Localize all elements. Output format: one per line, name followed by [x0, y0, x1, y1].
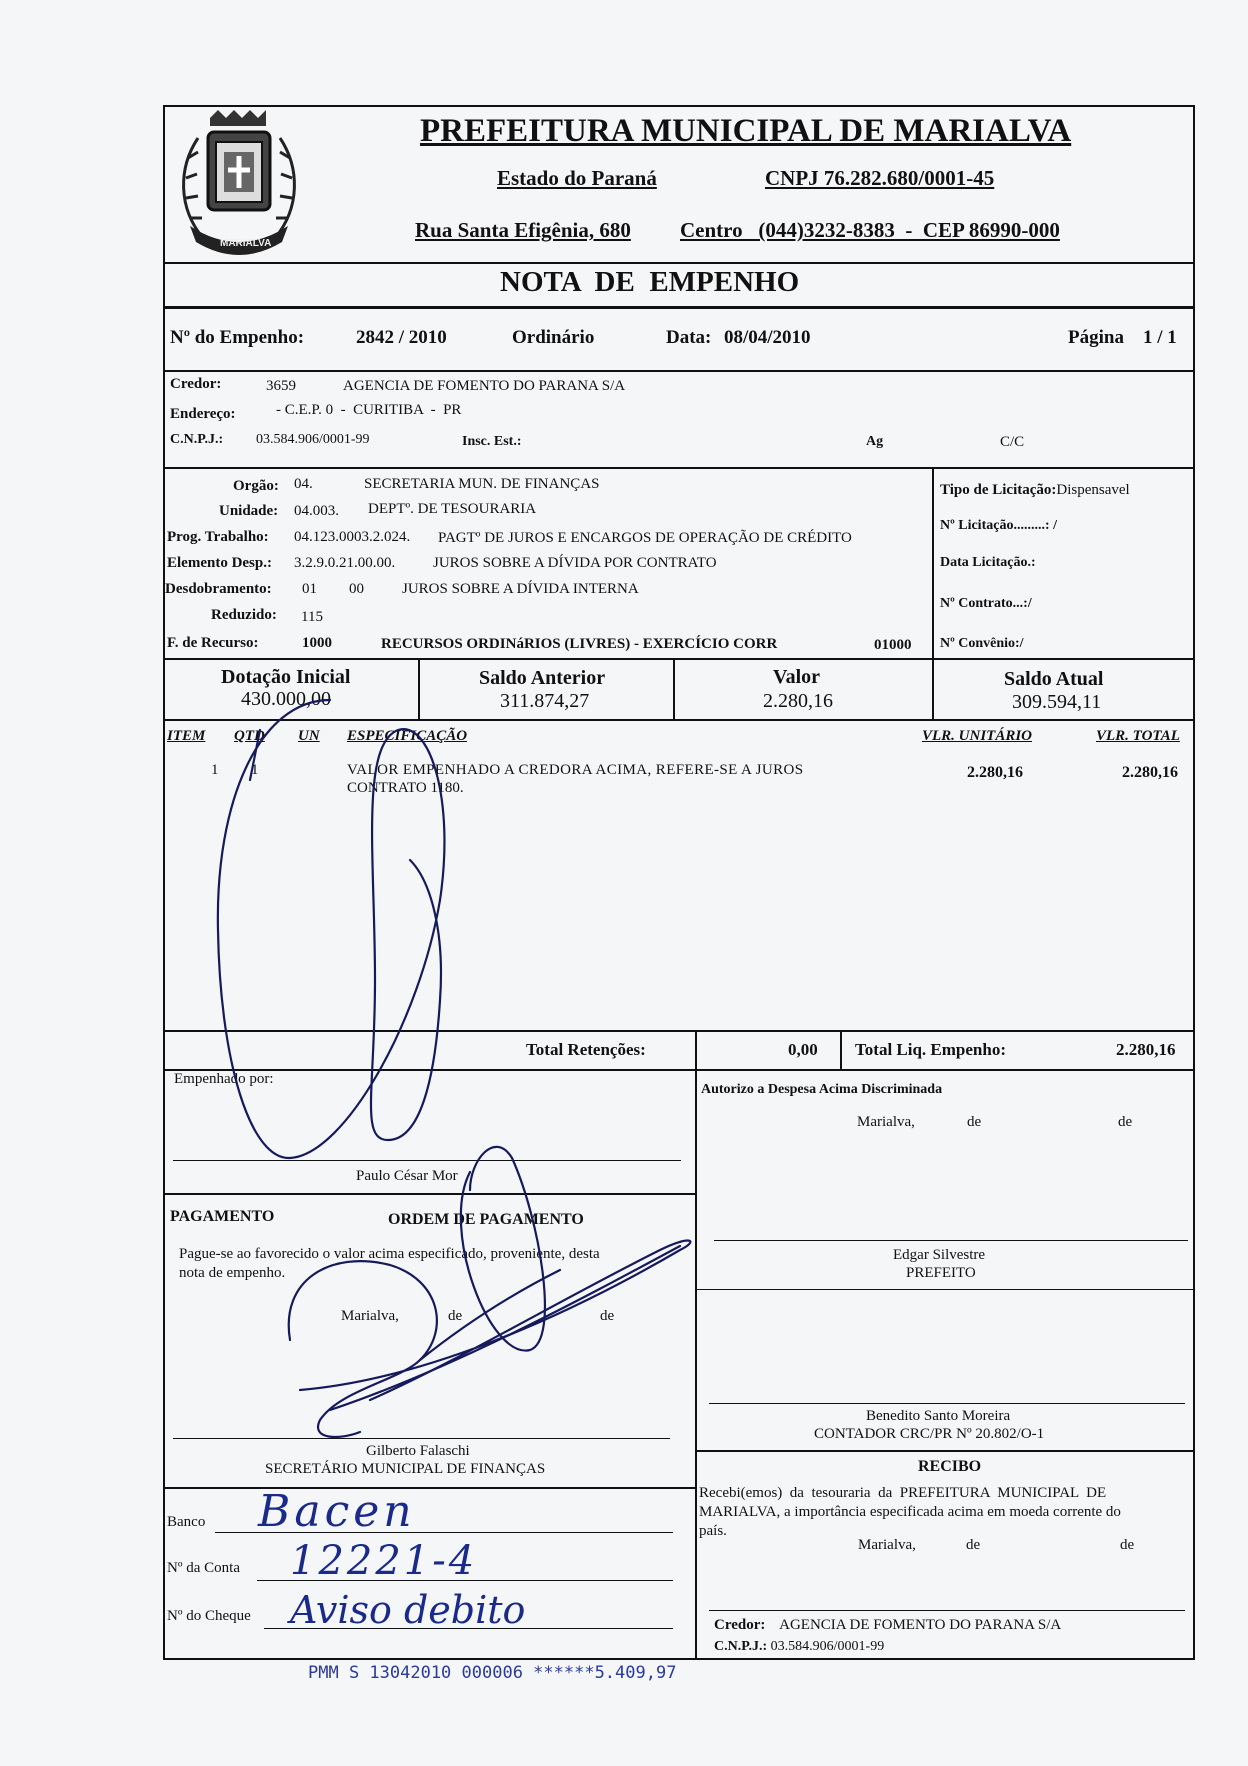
col-item-header: ITEM: [167, 728, 206, 744]
agencia-label: Ag: [866, 434, 884, 449]
empenho-type: Ordinário: [512, 327, 595, 348]
empenho-number: 2842 / 2010: [356, 327, 447, 348]
credor-cnpj: 03.584.906/0001-99: [256, 432, 370, 447]
desdobramento-a: 01: [302, 581, 317, 597]
recibo-text-1: Recebi(emos) da tesouraria da PREFEITURA MUNICIPAL DE: [699, 1485, 1107, 1501]
total-liq-label: Total Liq. Empenho:: [855, 1040, 1006, 1059]
unidade-name: DEPTº. DE TESOURARIA: [368, 501, 537, 517]
recurso-label: F. de Recurso:: [167, 635, 259, 651]
cheque-label: Nº do Cheque: [167, 1608, 251, 1624]
row-total: 2.280,16: [1122, 764, 1178, 781]
numero-convenio: Nº Convênio:/: [940, 636, 1024, 651]
unidade-code: 04.003.: [294, 503, 339, 519]
prefeito-title: PREFEITO: [906, 1265, 976, 1281]
orgao-name: SECRETARIA MUN. DE FINANÇAS: [364, 476, 600, 492]
recibo-label: RECIBO: [918, 1458, 982, 1475]
autorizo-label: Autorizo a Despesa Acima Discriminada: [701, 1082, 943, 1097]
page-number: 1 / 1: [1143, 327, 1177, 348]
recurso-code: 1000: [302, 635, 332, 651]
row-unit-price: 2.280,16: [967, 764, 1023, 781]
prog-trabalho-code: 04.123.0003.2.024.: [294, 529, 411, 545]
secretario-name: Gilberto Falaschi: [366, 1443, 470, 1459]
numero-contrato: Nº Contrato...:/: [940, 596, 1032, 611]
orgao-code: 04.: [294, 476, 313, 492]
banco-handwritten: Bacen: [258, 1486, 416, 1537]
conta-corrente-label: C/C: [1000, 434, 1025, 450]
tipo-licitacao-value: Dispensavel: [1056, 482, 1130, 498]
pagamento-text-1: Pague-se ao favorecido o valor acima especificado, proveniente, desta: [179, 1246, 600, 1262]
recibo-de-1: de: [966, 1537, 981, 1553]
total-liq-value: 2.280,16: [1116, 1040, 1176, 1059]
pagamento-label: PAGAMENTO: [170, 1208, 275, 1225]
recibo-text-3: país.: [699, 1523, 727, 1539]
recurso-name: RECURSOS ORDINáRIOS (LIVRES) - EXERCÍCIO CORR: [381, 636, 778, 652]
numero-licitacao: Nº Licitação.........: /: [940, 518, 1057, 533]
col-total-header: VLR. TOTAL: [1096, 728, 1180, 744]
col-qtd-header: QTD: [234, 728, 265, 744]
page-label: Página: [1068, 327, 1124, 348]
banco-label: Banco: [167, 1514, 206, 1530]
desdobramento-b: 00: [349, 581, 364, 597]
desdobramento-name: JUROS SOBRE A DÍVIDA INTERNA: [402, 581, 639, 597]
recibo-cnpj-label: C.N.P.J.:: [714, 1639, 768, 1654]
row-item: 1: [211, 762, 219, 778]
saldo-atual-value: 309.594,11: [1012, 691, 1102, 713]
empenhado-por-label: Empenhado por:: [174, 1071, 274, 1087]
total-retencoes-label: Total Retenções:: [526, 1040, 646, 1059]
row-spec-line-1: VALOR EMPENHADO A CREDORA ACIMA, REFERE-SE A JUROS: [347, 762, 804, 778]
prefeito-name: Edgar Silvestre: [893, 1247, 986, 1263]
empenhado-por-name: Paulo César Mor: [356, 1168, 458, 1184]
autorizo-place: Marialva,: [857, 1114, 915, 1130]
autorizo-de-1: de: [967, 1114, 982, 1130]
credor-label: Credor:: [170, 376, 222, 392]
ordem-pagamento-label: ORDEM DE PAGAMENTO: [388, 1211, 584, 1228]
dotacao-inicial-label: Dotação Inicial: [221, 666, 351, 688]
contador-name: Benedito Santo Moreira: [866, 1408, 1011, 1424]
row-spec-line-2: CONTRATO 1180.: [347, 780, 464, 796]
conta-label: Nº da Conta: [167, 1560, 240, 1576]
dotacao-inicial-value: 430.000,00: [241, 688, 331, 710]
empenho-date: 08/04/2010: [724, 327, 811, 348]
district-phone-cep: Centro (044)3232-8383 - CEP 86990-000: [680, 218, 1060, 242]
pagamento-de-2: de: [600, 1308, 615, 1324]
recibo-place: Marialva,: [858, 1537, 916, 1553]
unidade-label: Unidade:: [219, 503, 279, 519]
prog-trabalho-label: Prog. Trabalho:: [167, 529, 269, 545]
contador-title: CONTADOR CRC/PR Nº 20.802/O-1: [814, 1426, 1045, 1442]
seal-ribbon-text: MARIALVA: [220, 238, 272, 249]
cnpj-header: CNPJ 76.282.680/0001-45: [765, 166, 995, 190]
municipal-seal: [168, 108, 310, 258]
recibo-cnpj: [714, 1639, 884, 1655]
cheque-handwritten: Aviso debito: [290, 1588, 526, 1632]
pagamento-place: Marialva,: [341, 1308, 399, 1324]
saldo-anterior-label: Saldo Anterior: [479, 667, 606, 689]
autorizo-de-2: de: [1118, 1114, 1133, 1130]
credor-code: 3659: [266, 378, 296, 394]
endereco-label: Endereço:: [170, 406, 236, 422]
valor-value: 2.280,16: [763, 690, 833, 712]
desdobramento-label: Desdobramento:: [165, 581, 272, 597]
footer-machine-stamp: PMM S 13042010 000006 ******5.409,97: [308, 1663, 677, 1683]
prog-trabalho-name: PAGTº DE JUROS E ENCARGOS DE OPERAÇÃO DE CRÉDITO: [438, 530, 852, 546]
reduzido-label: Reduzido:: [211, 607, 277, 623]
city-hall-title: PREFEITURA MUNICIPAL DE MARIALVA: [420, 113, 1072, 149]
pagamento-de-1: de: [448, 1308, 463, 1324]
elemento-desp-name: JUROS SOBRE A DÍVIDA POR CONTRATO: [433, 555, 717, 571]
tipo-licitacao-label: Tipo de Licitação:: [940, 482, 1057, 498]
total-retencoes-value: 0,00: [788, 1040, 818, 1059]
elemento-desp-code: 3.2.9.0.21.00.00.: [294, 555, 396, 571]
secretario-title: SECRETÁRIO MUNICIPAL DE FINANÇAS: [265, 1461, 546, 1477]
recibo-de-2: de: [1120, 1537, 1135, 1553]
endereco-value: - C.E.P. 0 - CURITIBA - PR: [276, 402, 462, 418]
empenho-number-label: Nº do Empenho:: [170, 327, 305, 348]
data-licitacao: Data Licitação.:: [940, 555, 1036, 570]
recibo-credor-label: Credor:: [714, 1617, 766, 1633]
tipo-licitacao: [940, 482, 1130, 499]
credor-name: AGENCIA DE FOMENTO DO PARANA S/A: [343, 378, 626, 394]
recibo-credor-name: AGENCIA DE FOMENTO DO PARANA S/A: [779, 1617, 1062, 1633]
recurso-code-2: 01000: [874, 637, 912, 653]
street-address: Rua Santa Efigênia, 680: [415, 218, 631, 242]
conta-handwritten: 12221-4: [290, 1538, 478, 1584]
orgao-label: Orgão:: [233, 478, 279, 494]
row-qtd: 1: [251, 762, 259, 778]
recibo-credor: [714, 1617, 1061, 1634]
state-label: Estado do Paraná: [497, 166, 657, 190]
document-title: NOTA DE EMPENHO: [500, 266, 800, 298]
credor-cnpj-label: C.N.P.J.:: [170, 432, 224, 447]
empenho-date-label: Data:: [666, 327, 712, 348]
recibo-text-2: MARIALVA, a importância especificada acima em moeda corrente do: [699, 1504, 1121, 1520]
saldo-anterior-value: 311.874,27: [500, 690, 590, 712]
col-unit-price-header: VLR. UNITÁRIO: [922, 728, 1033, 744]
pagamento-text-2: nota de empenho.: [179, 1265, 286, 1281]
reduzido-value: 115: [301, 609, 323, 625]
insc-est-label: Insc. Est.:: [462, 434, 522, 449]
col-un-header: UN: [298, 728, 320, 744]
col-spec-header: ESPECIFICAÇÃO: [347, 728, 468, 744]
recibo-cnpj-value: 03.584.906/0001-99: [770, 1639, 885, 1654]
valor-label: Valor: [773, 666, 821, 688]
saldo-atual-label: Saldo Atual: [1004, 668, 1104, 690]
elemento-desp-label: Elemento Desp.:: [167, 555, 272, 571]
